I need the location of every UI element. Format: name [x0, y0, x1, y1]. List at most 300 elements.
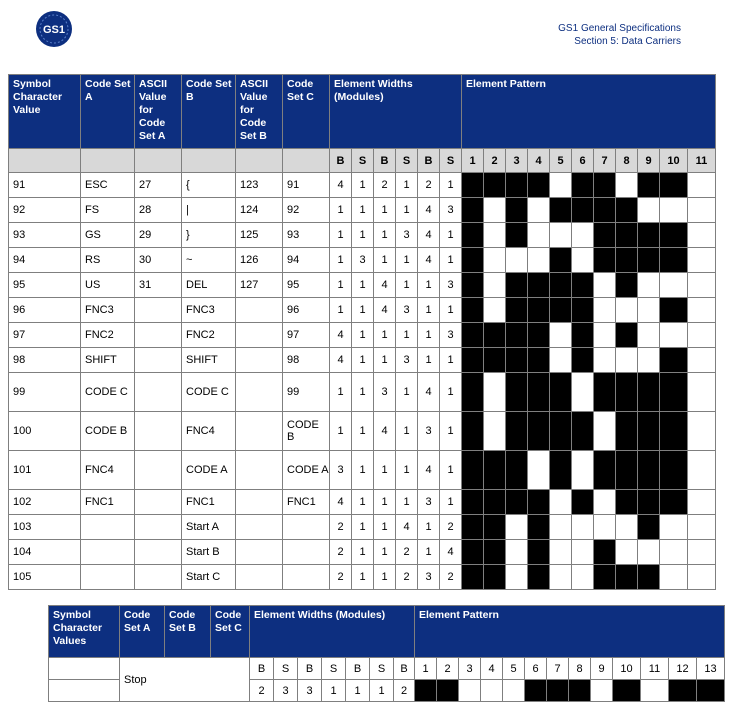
pattern-space-module: [660, 198, 688, 223]
pattern-space-module: [616, 515, 638, 540]
code-set-a-cell: FNC3: [81, 298, 135, 323]
pattern-space-module: [688, 515, 716, 540]
element-width-cell: 1: [418, 298, 440, 323]
pattern-space-module: [594, 298, 616, 323]
pattern-bar-module: [638, 451, 660, 490]
pattern-bar-module: [462, 198, 484, 223]
code-set-c-cell: [283, 540, 330, 565]
symbol-value-cell: 95: [9, 273, 81, 298]
pattern-bar-module: [660, 223, 688, 248]
code-set-a-cell: SHIFT: [81, 348, 135, 373]
ascii-a-cell: 31: [135, 273, 182, 298]
symbol-value-cell: 99: [9, 373, 81, 412]
ascii-a-cell: 30: [135, 248, 182, 273]
code-set-b-cell: |: [182, 198, 236, 223]
pattern-space-module: [591, 680, 613, 702]
pattern-bar-module: [437, 680, 459, 702]
pattern-bar-module: [462, 412, 484, 451]
logo-text: GS1: [42, 24, 66, 36]
pattern-bar-module: [594, 451, 616, 490]
ascii-a-cell: [135, 490, 182, 515]
element-width-cell: 1: [418, 348, 440, 373]
element-width-cell: 3: [374, 373, 396, 412]
pattern-bar-module: [660, 490, 688, 515]
ascii-b-cell: 126: [236, 248, 283, 273]
pattern-bar-module: [550, 273, 572, 298]
element-width-cell: 1: [440, 490, 462, 515]
pattern-space-module: [572, 223, 594, 248]
element-width-cell: 3: [352, 248, 374, 273]
pattern-space-module: [660, 540, 688, 565]
element-width-cell: 4: [374, 412, 396, 451]
pattern-space-module: [638, 348, 660, 373]
pattern-bar-module: [550, 298, 572, 323]
pattern-space-module: [688, 248, 716, 273]
code-set-a-cell: FNC2: [81, 323, 135, 348]
code128-symbol-table: [8, 74, 716, 590]
symbol-value-cell: 98: [9, 348, 81, 373]
ascii-b-cell: [236, 490, 283, 515]
element-width-cell: 4: [330, 490, 352, 515]
symbol-value-cell: 104: [9, 540, 81, 565]
ascii-b-cell: [236, 540, 283, 565]
pattern-bar-module: [506, 173, 528, 198]
code-set-b-cell: CODE A: [182, 451, 236, 490]
code-set-b-cell: ~: [182, 248, 236, 273]
pattern-module-label: 11: [641, 658, 669, 680]
col-ascii-b: ASCII Value for Code Set B: [236, 75, 283, 149]
element-width-cell: 2: [330, 540, 352, 565]
col-code-set-b: Code Set B: [182, 75, 236, 149]
subheader-blank: [135, 149, 182, 173]
pattern-bar-module: [462, 515, 484, 540]
pattern-space-module: [594, 515, 616, 540]
table-row: [9, 223, 716, 248]
element-width-cell: 1: [374, 223, 396, 248]
code-set-c-cell: 97: [283, 323, 330, 348]
element-width-cell: 2: [374, 173, 396, 198]
element-width-cell: 4: [440, 540, 462, 565]
pattern-space-module: [550, 348, 572, 373]
element-width-cell: 1: [418, 540, 440, 565]
document-header: [558, 22, 681, 48]
pattern-space-module: [594, 323, 616, 348]
pattern-space-module: [688, 565, 716, 590]
pattern-space-module: [660, 565, 688, 590]
width-label: B: [346, 658, 370, 680]
symbol-value-cell: 100: [9, 412, 81, 451]
pattern-bar-module: [506, 298, 528, 323]
pattern-space-module: [484, 273, 506, 298]
pattern-space-module: [660, 273, 688, 298]
element-width-cell: 1: [352, 198, 374, 223]
pattern-space-module: [572, 451, 594, 490]
subheader-blank: [236, 149, 283, 173]
pattern-bar-module: [594, 223, 616, 248]
pattern-bar-module: [616, 412, 638, 451]
pattern-space-module: [688, 412, 716, 451]
pattern-space-module: [572, 373, 594, 412]
element-width-cell: 1: [352, 373, 374, 412]
pattern-space-module: [688, 323, 716, 348]
element-width-cell: 1: [418, 273, 440, 298]
pattern-bar-module: [506, 323, 528, 348]
symbol-value-cell: 91: [9, 173, 81, 198]
element-width-cell: 1: [352, 451, 374, 490]
pattern-bar-module: [462, 451, 484, 490]
element-width-cell: 4: [418, 198, 440, 223]
pattern-bar-module: [660, 298, 688, 323]
element-width-cell: 2: [394, 680, 415, 702]
pattern-bar-module: [528, 298, 550, 323]
table-row: [9, 273, 716, 298]
code-set-c-cell: 96: [283, 298, 330, 323]
pattern-bar-module: [660, 248, 688, 273]
subheader-blank: [81, 149, 135, 173]
pattern-bar-module: [506, 273, 528, 298]
symbol-value-cell: 94: [9, 248, 81, 273]
pattern-module-label: 7: [594, 149, 616, 173]
pattern-space-module: [660, 515, 688, 540]
code-set-c-cell: 93: [283, 223, 330, 248]
table-row: [9, 412, 716, 451]
code-set-a-cell: FS: [81, 198, 135, 223]
element-width-cell: 1: [440, 412, 462, 451]
pattern-space-module: [459, 680, 481, 702]
pattern-module-label: 3: [459, 658, 481, 680]
pattern-bar-module: [569, 680, 591, 702]
pattern-module-label: 2: [437, 658, 459, 680]
element-width-cell: 4: [330, 323, 352, 348]
pattern-bar-module: [528, 348, 550, 373]
code-set-a-cell: CODE C: [81, 373, 135, 412]
table-row: [9, 248, 716, 273]
element-width-cell: 1: [396, 173, 418, 198]
pattern-bar-module: [638, 173, 660, 198]
pattern-bar-module: [572, 348, 594, 373]
pattern-bar-module: [528, 412, 550, 451]
symbol-value-cell: 103: [9, 515, 81, 540]
width-label: S: [396, 149, 418, 173]
pattern-space-module: [484, 223, 506, 248]
code-set-c-cell: CODE A: [283, 451, 330, 490]
ascii-a-cell: 27: [135, 173, 182, 198]
pattern-space-module: [638, 323, 660, 348]
code-set-c-cell: [283, 565, 330, 590]
subheader-blank: [182, 149, 236, 173]
ascii-b-cell: [236, 412, 283, 451]
pattern-space-module: [616, 348, 638, 373]
pattern-space-module: [594, 273, 616, 298]
pattern-bar-module: [528, 323, 550, 348]
pattern-space-module: [616, 298, 638, 323]
code-set-b-cell: FNC1: [182, 490, 236, 515]
code-set-c-cell: [283, 515, 330, 540]
width-label: S: [322, 658, 346, 680]
pattern-space-module: [484, 412, 506, 451]
pattern-space-module: [503, 680, 525, 702]
code-set-a-cell: [81, 515, 135, 540]
pattern-space-module: [528, 223, 550, 248]
ascii-b-cell: [236, 298, 283, 323]
table-row: [9, 323, 716, 348]
pattern-bar-module: [594, 248, 616, 273]
pattern-bar-module: [669, 680, 697, 702]
symbol-value-cell: 101: [9, 451, 81, 490]
ascii-a-cell: [135, 451, 182, 490]
element-width-cell: 1: [396, 198, 418, 223]
pattern-bar-module: [616, 565, 638, 590]
code-set-b-cell: DEL: [182, 273, 236, 298]
code-set-a-cell: US: [81, 273, 135, 298]
code-set-a-cell: FNC4: [81, 451, 135, 490]
width-label: B: [374, 149, 396, 173]
element-width-cell: 4: [418, 223, 440, 248]
col-code-set-b: Code Set B: [165, 606, 211, 658]
col-element-widths: Element Widths (Modules): [250, 606, 415, 658]
element-width-cell: 1: [322, 680, 346, 702]
element-width-cell: 1: [418, 323, 440, 348]
element-width-cell: 1: [330, 373, 352, 412]
width-label: S: [274, 658, 298, 680]
ascii-a-cell: [135, 298, 182, 323]
pattern-bar-module: [462, 173, 484, 198]
ascii-b-cell: 125: [236, 223, 283, 248]
ascii-a-cell: [135, 540, 182, 565]
pattern-bar-module: [462, 298, 484, 323]
col-code-set-c: Code Set C: [283, 75, 330, 149]
width-label: B: [418, 149, 440, 173]
table-row: [9, 298, 716, 323]
element-width-cell: 1: [440, 173, 462, 198]
pattern-module-label: 1: [415, 658, 437, 680]
pattern-bar-module: [484, 323, 506, 348]
pattern-space-module: [506, 248, 528, 273]
code-set-c-cell: CODE B: [283, 412, 330, 451]
pattern-space-module: [484, 298, 506, 323]
pattern-space-module: [641, 680, 669, 702]
subheader-blank: [283, 149, 330, 173]
element-width-cell: 1: [396, 412, 418, 451]
element-width-cell: 2: [330, 565, 352, 590]
element-width-cell: 1: [346, 680, 370, 702]
pattern-bar-module: [572, 298, 594, 323]
width-label: S: [370, 658, 394, 680]
pattern-module-label: 9: [638, 149, 660, 173]
code-set-c-cell: 98: [283, 348, 330, 373]
pattern-bar-module: [572, 173, 594, 198]
pattern-bar-module: [660, 348, 688, 373]
element-width-cell: 4: [330, 348, 352, 373]
element-width-cell: 3: [274, 680, 298, 702]
pattern-space-module: [688, 348, 716, 373]
pattern-space-module: [688, 373, 716, 412]
table-row: [9, 373, 716, 412]
pattern-space-module: [528, 198, 550, 223]
element-width-cell: 1: [330, 273, 352, 298]
width-label: S: [352, 149, 374, 173]
ascii-a-cell: [135, 373, 182, 412]
pattern-module-label: 2: [484, 149, 506, 173]
pattern-space-module: [688, 198, 716, 223]
ascii-a-cell: [135, 565, 182, 590]
element-width-cell: 1: [440, 298, 462, 323]
width-label: B: [250, 658, 274, 680]
ascii-b-cell: [236, 373, 283, 412]
element-width-cell: 1: [352, 515, 374, 540]
symbol-value-cell: 105: [9, 565, 81, 590]
element-width-cell: 1: [374, 248, 396, 273]
pattern-bar-module: [660, 173, 688, 198]
code-set-b-cell: FNC4: [182, 412, 236, 451]
element-width-cell: 1: [374, 515, 396, 540]
element-width-cell: 3: [418, 490, 440, 515]
code-set-b-cell: SHIFT: [182, 348, 236, 373]
pattern-module-label: 10: [613, 658, 641, 680]
pattern-bar-module: [462, 540, 484, 565]
element-width-cell: 1: [418, 515, 440, 540]
pattern-space-module: [688, 273, 716, 298]
col-code-set-c: Code Set C: [211, 606, 250, 658]
pattern-space-module: [572, 565, 594, 590]
pattern-bar-module: [528, 490, 550, 515]
element-width-cell: 4: [418, 451, 440, 490]
symbol-value-cell: 93: [9, 223, 81, 248]
ascii-b-cell: [236, 565, 283, 590]
element-width-cell: 3: [440, 323, 462, 348]
pattern-module-label: 7: [547, 658, 569, 680]
subheader-blank: [9, 149, 81, 173]
pattern-bar-module: [528, 515, 550, 540]
pattern-space-module: [572, 515, 594, 540]
pattern-bar-module: [638, 248, 660, 273]
element-width-cell: 1: [352, 173, 374, 198]
pattern-space-module: [638, 298, 660, 323]
element-width-cell: 1: [396, 490, 418, 515]
pattern-space-module: [660, 323, 688, 348]
element-width-cell: 3: [418, 565, 440, 590]
element-width-cell: 1: [440, 348, 462, 373]
element-width-cell: 1: [374, 323, 396, 348]
pattern-bar-module: [616, 223, 638, 248]
element-width-cell: 3: [418, 412, 440, 451]
pattern-space-module: [506, 515, 528, 540]
pattern-space-module: [550, 323, 572, 348]
ascii-b-cell: [236, 323, 283, 348]
pattern-space-module: [528, 451, 550, 490]
element-width-cell: 1: [396, 451, 418, 490]
pattern-module-label: 11: [688, 149, 716, 173]
element-width-cell: 1: [374, 490, 396, 515]
ascii-a-cell: [135, 323, 182, 348]
pattern-module-label: 6: [525, 658, 547, 680]
element-width-cell: 1: [440, 248, 462, 273]
col-ascii-a: ASCII Value for Code Set A: [135, 75, 182, 149]
element-width-cell: 1: [370, 680, 394, 702]
pattern-bar-module: [506, 490, 528, 515]
code-set-b-cell: }: [182, 223, 236, 248]
element-width-cell: 4: [374, 273, 396, 298]
element-width-cell: 2: [396, 565, 418, 590]
pattern-space-module: [550, 515, 572, 540]
pattern-bar-module: [528, 540, 550, 565]
pattern-bar-module: [594, 373, 616, 412]
element-width-cell: 1: [396, 373, 418, 412]
header-section: Section 5: Data Carriers: [574, 36, 681, 47]
ascii-a-cell: [135, 348, 182, 373]
pattern-space-module: [550, 173, 572, 198]
element-width-cell: 3: [440, 273, 462, 298]
pattern-module-label: 4: [528, 149, 550, 173]
pattern-bar-module: [484, 565, 506, 590]
width-label: B: [394, 658, 415, 680]
ascii-b-cell: 124: [236, 198, 283, 223]
pattern-space-module: [506, 565, 528, 590]
element-width-cell: 4: [418, 373, 440, 412]
pattern-bar-module: [572, 490, 594, 515]
pattern-bar-module: [462, 323, 484, 348]
element-width-cell: 3: [396, 223, 418, 248]
pattern-bar-module: [594, 173, 616, 198]
table-row: [9, 348, 716, 373]
table-row: [9, 198, 716, 223]
pattern-module-label: 1: [462, 149, 484, 173]
gs1-logo: [35, 10, 73, 48]
pattern-space-module: [550, 223, 572, 248]
element-width-cell: 1: [330, 298, 352, 323]
pattern-space-module: [484, 198, 506, 223]
pattern-bar-module: [572, 412, 594, 451]
symbol-value-cell: 92: [9, 198, 81, 223]
col-symbol-value: Symbol Character Value: [9, 75, 81, 149]
element-width-cell: 1: [330, 248, 352, 273]
pattern-module-label: 13: [697, 658, 725, 680]
pattern-bar-module: [572, 198, 594, 223]
pattern-space-module: [688, 451, 716, 490]
pattern-module-label: 8: [616, 149, 638, 173]
code-set-b-cell: Start C: [182, 565, 236, 590]
pattern-bar-module: [638, 412, 660, 451]
pattern-space-module: [484, 373, 506, 412]
pattern-bar-module: [616, 451, 638, 490]
table-row: [9, 515, 716, 540]
pattern-bar-module: [638, 490, 660, 515]
pattern-space-module: [572, 540, 594, 565]
pattern-bar-module: [616, 490, 638, 515]
pattern-space-module: [572, 248, 594, 273]
table-row: [9, 490, 716, 515]
code-set-b-cell: {: [182, 173, 236, 198]
pattern-bar-module: [550, 248, 572, 273]
pattern-module-label: 9: [591, 658, 613, 680]
element-width-cell: 2: [330, 515, 352, 540]
pattern-space-module: [688, 490, 716, 515]
pattern-module-label: 3: [506, 149, 528, 173]
element-width-cell: 1: [330, 412, 352, 451]
pattern-space-module: [688, 223, 716, 248]
pattern-bar-module: [550, 373, 572, 412]
table-row: [9, 540, 716, 565]
pattern-bar-module: [506, 412, 528, 451]
pattern-space-module: [616, 173, 638, 198]
element-width-cell: 2: [396, 540, 418, 565]
element-width-cell: 1: [352, 348, 374, 373]
element-width-cell: 1: [374, 451, 396, 490]
pattern-space-module: [550, 540, 572, 565]
pattern-bar-module: [462, 565, 484, 590]
ascii-a-cell: [135, 412, 182, 451]
element-width-cell: 1: [440, 451, 462, 490]
